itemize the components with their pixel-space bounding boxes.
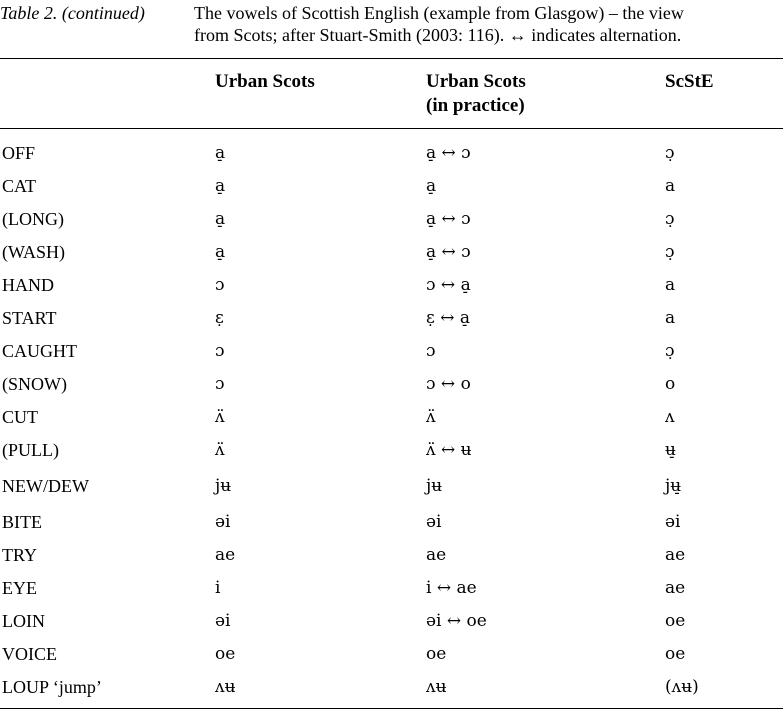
row-practice-cell: ɔ ↔ o (426, 374, 471, 394)
row-urban-scots-cell: a̠ (215, 209, 226, 229)
table-row (0, 369, 783, 402)
row-word-cell: HAND (2, 275, 54, 295)
row-word-cell: CAT (2, 176, 37, 196)
row-practice-cell: ae (426, 545, 447, 565)
table-row (0, 303, 783, 336)
row-practice-cell: ɔ (426, 341, 436, 361)
row-scste-cell: ae (665, 578, 686, 598)
row-scste-cell: oe (665, 644, 686, 664)
row-practice-cell: əi ↔ oe (426, 611, 487, 631)
row-urban-scots-cell: əi (215, 611, 231, 631)
bottom-rule (0, 708, 783, 709)
row-word-cell: (SNOW) (2, 374, 67, 394)
row-urban-scots-cell: ɔ (215, 341, 225, 361)
table-row (0, 606, 783, 639)
row-scste-cell: a (665, 308, 676, 328)
caption-line-1: The vowels of Scottish English (example from Glasgow) – the view (194, 3, 684, 23)
row-urban-scots-cell: ɔ (215, 275, 225, 295)
row-scste-cell: ʉ̠ (665, 440, 676, 460)
row-practice-cell: a̠ ↔ ɔ (426, 143, 471, 163)
header-practice-line-1: Urban Scots (426, 71, 526, 92)
row-practice-cell: ɛ̣ ↔ a̠ (426, 308, 470, 328)
row-practice-cell: oe (426, 644, 447, 664)
row-word-cell: LOUP ‘jump’ (2, 677, 102, 697)
row-scste-cell: a (665, 176, 676, 196)
row-scste-cell: əi (665, 512, 681, 532)
row-word-cell: OFF (2, 143, 36, 163)
table-row (0, 672, 783, 705)
header-urban-scots: Urban Scots (215, 71, 315, 92)
row-practice-cell: a̠ ↔ ɔ (426, 209, 471, 229)
row-word-cell: EYE (2, 578, 37, 598)
table-row (0, 471, 783, 507)
header-practice-line-2: (in practice) (426, 95, 525, 116)
row-word-cell: CAUGHT (2, 341, 77, 361)
table-row (0, 138, 783, 171)
table-row (0, 540, 783, 573)
row-practice-cell: ɔ ↔ a̠ (426, 275, 471, 295)
row-word-cell: START (2, 308, 57, 328)
row-scste-cell: ʌ (665, 407, 675, 427)
row-scste-cell: ɔ̣ (665, 341, 675, 361)
row-urban-scots-cell: ae (215, 545, 236, 565)
table-row (0, 507, 783, 540)
row-urban-scots-cell: ʌ̈ (215, 407, 225, 427)
table-row (0, 402, 783, 435)
row-word-cell: CUT (2, 407, 38, 427)
row-practice-cell: a̠ (426, 176, 437, 196)
row-urban-scots-cell: a̠ (215, 176, 226, 196)
table-caption (0, 0, 783, 50)
row-urban-scots-cell: a̠ (215, 242, 226, 262)
row-word-cell: (WASH) (2, 242, 65, 262)
row-word-cell: TRY (2, 545, 38, 565)
row-scste-cell: o (665, 374, 676, 394)
row-word-cell: VOICE (2, 644, 57, 664)
row-word-cell: BITE (2, 512, 42, 532)
header-urban-scots-practice (426, 70, 526, 118)
row-urban-scots-cell: i (215, 578, 221, 598)
row-urban-scots-cell: ʌ̈ (215, 440, 225, 460)
row-scste-cell: oe (665, 611, 686, 631)
row-word-cell: LOIN (2, 611, 45, 631)
table-body (0, 138, 783, 705)
row-scste-cell: ɔ̣ (665, 242, 675, 262)
row-practice-cell: əi (426, 512, 442, 532)
row-practice-cell: i ↔ ae (426, 578, 477, 598)
row-scste-cell: ɔ̣ (665, 209, 675, 229)
row-urban-scots-cell: əi (215, 512, 231, 532)
table-row (0, 435, 783, 471)
row-scste-cell: ɔ̣ (665, 143, 675, 163)
row-word-cell: (LONG) (2, 209, 64, 229)
table-row (0, 204, 783, 237)
caption-text (194, 2, 684, 46)
row-word-cell: NEW/DEW (2, 476, 89, 496)
row-practice-cell: a̠ ↔ ɔ (426, 242, 471, 262)
header-rule (0, 128, 783, 129)
row-urban-scots-cell: jʉ (215, 476, 232, 496)
caption-label: Table 2. (continued) (0, 3, 145, 23)
header-scste: ScStE (665, 71, 714, 92)
row-urban-scots-cell: ɔ (215, 374, 225, 394)
row-practice-cell: ʌʉ (426, 677, 447, 697)
row-urban-scots-cell: ʌʉ (215, 677, 236, 697)
row-urban-scots-cell: ɛ̣ (215, 308, 224, 328)
table-row (0, 237, 783, 270)
row-practice-cell: ʌ̈ ↔ ʉ (426, 440, 472, 460)
table-row (0, 270, 783, 303)
row-urban-scots-cell: a̠ (215, 143, 226, 163)
row-urban-scots-cell: oe (215, 644, 236, 664)
table-row (0, 171, 783, 204)
top-rule (0, 58, 783, 59)
row-scste-cell: (ʌʉ) (665, 677, 699, 697)
row-practice-cell: ʌ̈ (426, 407, 436, 427)
row-word-cell: (PULL) (2, 440, 59, 460)
table-row (0, 336, 783, 369)
row-scste-cell: ae (665, 545, 686, 565)
table-row (0, 639, 783, 672)
row-scste-cell: jʉ̠ (665, 476, 682, 496)
row-practice-cell: jʉ (426, 476, 443, 496)
table-row (0, 573, 783, 606)
row-scste-cell: a (665, 275, 676, 295)
caption-line-2: from Scots; after Stuart-Smith (2003: 116). ↔ indicates alternation. (194, 25, 682, 45)
